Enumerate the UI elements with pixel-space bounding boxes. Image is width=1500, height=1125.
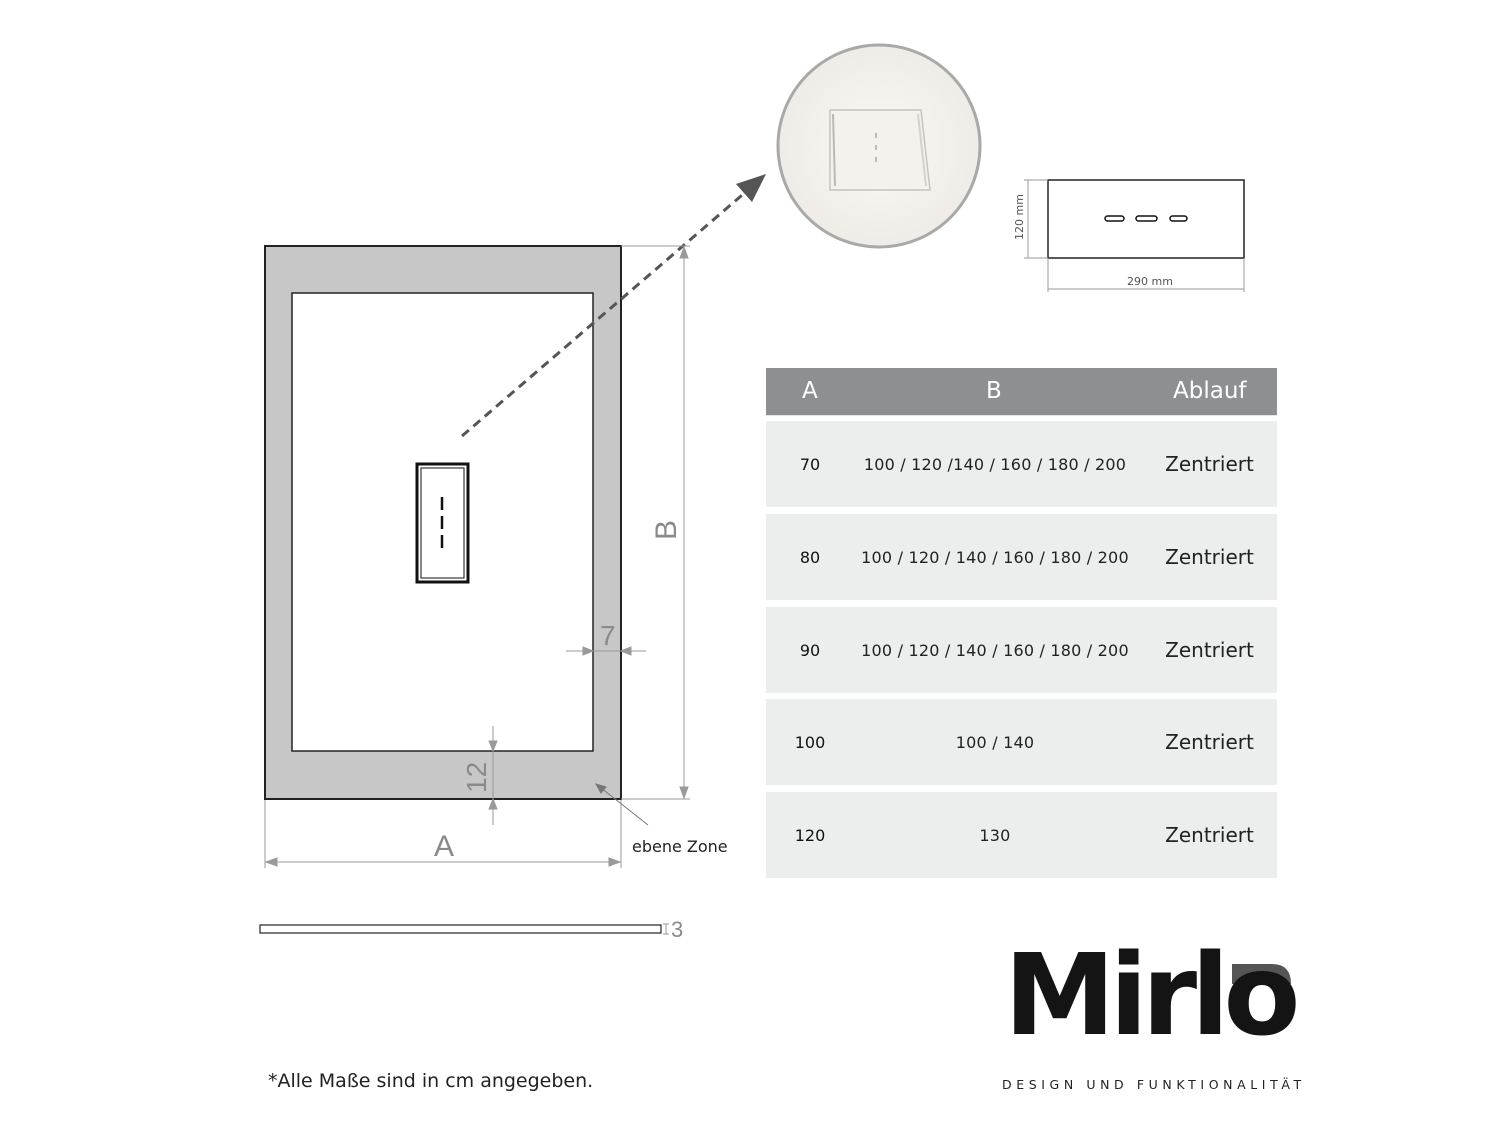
- cell-b: 100 / 120 /140 / 160 / 180 / 200: [863, 455, 1127, 474]
- drain-detail-magnifier: [778, 45, 980, 247]
- brand-tagline: DESIGN UND FUNKTIONALITÄT: [1002, 1077, 1306, 1092]
- size-table-header: [766, 368, 1277, 416]
- table-row: [766, 514, 1277, 600]
- dimension-12-label: 12: [461, 761, 492, 793]
- cell-drain: Zentriert: [1165, 823, 1254, 847]
- units-footnote: *Alle Maße sind in cm angegeben.: [268, 1070, 594, 1092]
- header-b: B: [986, 378, 1002, 404]
- table-row: [766, 792, 1277, 878]
- cell-a: 90: [799, 641, 821, 660]
- cell-b: 100 / 120 / 140 / 160 / 180 / 200: [861, 641, 1129, 660]
- cell-a: 70: [799, 455, 821, 474]
- cell-a: 100: [794, 733, 826, 752]
- cell-drain: Zentriert: [1165, 638, 1254, 662]
- cell-drain: Zentriert: [1165, 452, 1254, 476]
- drain-icon: [417, 464, 468, 582]
- brand-logo: Mirlo: [1004, 931, 1295, 1061]
- cell-b: 100 / 120 / 140 / 160 / 180 / 200: [861, 548, 1129, 567]
- header-drain: Ablauf: [1173, 378, 1247, 404]
- cell-drain: Zentriert: [1165, 545, 1254, 569]
- table-row: [766, 607, 1277, 693]
- cell-drain: Zentriert: [1165, 730, 1254, 754]
- cell-b: 100 / 140: [955, 733, 1035, 752]
- dimension-a-label: A: [434, 830, 455, 863]
- flat-zone-label: ebene Zone: [632, 837, 728, 856]
- cell-a: 120: [794, 826, 826, 845]
- dimension-3-label: 3: [671, 917, 684, 942]
- cell-b: 130: [979, 826, 1011, 845]
- dimension-b-label: B: [650, 519, 683, 540]
- cell-a: 80: [799, 548, 821, 567]
- table-row: [766, 699, 1277, 785]
- drain-height-label: 120 mm: [1013, 194, 1026, 240]
- header-a: A: [802, 378, 818, 404]
- dimension-7-label: 7: [600, 620, 616, 651]
- tray-side-profile: [260, 924, 669, 934]
- table-row: [766, 421, 1277, 507]
- drain-width-label: 290 mm: [1127, 275, 1173, 288]
